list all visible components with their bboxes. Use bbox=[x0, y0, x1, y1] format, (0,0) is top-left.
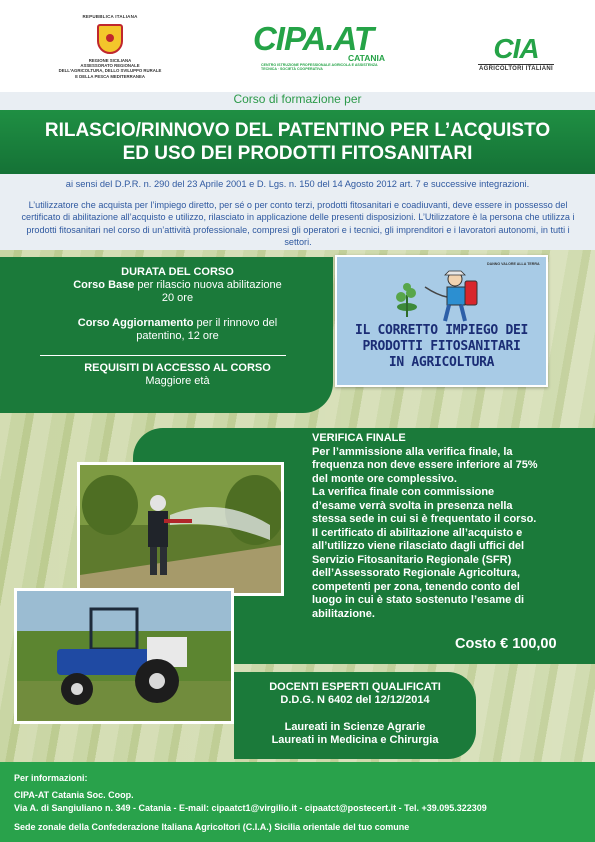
footer bbox=[0, 762, 595, 842]
title-line: ED USO DEI PRODOTTI FITOSANITARI bbox=[122, 143, 473, 164]
cipa-tagline: CENTRO ISTRUZIONE PROFESSIONALE AGRICOLA E ASSISTENZA TECNICA · SOCIETÀ COOPERATIVA bbox=[261, 63, 378, 71]
title-line: RILASCIO/RINNOVO DEL PATENTINO PER L’ACQUISTO bbox=[44, 120, 551, 141]
verifica-line: Per l’ammissione alla verifica finale, la bbox=[312, 445, 513, 458]
poster-caption-line: PRODOTTI FITOSANITARI bbox=[362, 339, 521, 354]
sicilia-line: DELL'AGRICOLTURA, DELLO SVILUPPO RURALE bbox=[58, 68, 162, 74]
divider bbox=[40, 355, 286, 356]
title-band bbox=[0, 110, 595, 174]
docenti-laurea: Laureati in Medicina e Chirurgia bbox=[271, 734, 439, 746]
poster-image bbox=[335, 255, 548, 387]
durata-panel bbox=[0, 257, 333, 413]
verifica-line: abilitazione. bbox=[312, 607, 375, 620]
cia-wordmark: CIA bbox=[493, 33, 539, 64]
footer-address: Via A. di Sangiuliano n. 349 - Catania - E-mail: cipaatct1@virgilio.it - cipaatct@postecert.it - Tel. +39.095.322309 bbox=[14, 803, 487, 813]
requisiti-heading: REQUISITI DI ACCESSO AL CORSO bbox=[84, 362, 271, 374]
sprayer-photo-icon bbox=[80, 465, 281, 593]
verifica-line: Il certificato di abilitazione all’acquisto e bbox=[312, 526, 523, 539]
docenti-laurea: Laureati in Scienze Agrarie bbox=[284, 721, 426, 733]
corso-base-hours: 20 ore bbox=[161, 292, 194, 304]
verifica-line: all’utilizzo viene rilasciato dagli uffici del bbox=[312, 540, 525, 552]
docenti-heading: DOCENTI ESPERTI QUALIFICATI bbox=[269, 681, 441, 693]
footer-sede: Sede zonale della Confederazione Italiana Agricoltori (C.I.A.) Sicilia orientale del tuo comune bbox=[14, 822, 410, 832]
definition-paragraph: L’utilizzatore che acquista per l’impiego diretto, per sé o per conto terzi, prodotti fitosanitari e coadiuvanti, deve essere in possesso del certificato di abilitazione all’acquisto e utilizzo, rilasciato in applicazione delle presenti disposizioni. L’Utilizzatore è la persona che utilizza i prodotti fitosanitari nel corso di un’attività professionale, compresi gli operatori e i tecnici, gli imprenditori e i lavoratori autonomi, in tutti i settori. bbox=[21, 200, 575, 248]
durata-heading: DURATA DEL CORSO bbox=[121, 266, 234, 278]
verifica-line: frequenza non deve essere inferiore al 75% bbox=[312, 459, 538, 471]
header bbox=[0, 0, 595, 92]
cia-logo bbox=[478, 33, 554, 72]
footer-org: CIPA-AT Catania Soc. Coop. bbox=[14, 790, 134, 800]
sicilia-logo-title: REPUBBLICA ITALIANA bbox=[82, 14, 138, 19]
verifica-line: La verifica finale con commissione bbox=[312, 486, 495, 498]
corso-aggiornamento-text2: patentino, 12 ore bbox=[136, 330, 219, 342]
sicilia-line: E DELLA PESCA MEDITERRANEA bbox=[75, 73, 145, 79]
verifica-line: stessa sede in cui si è frequentato il corso. bbox=[312, 513, 537, 525]
legal-reference: ai sensi del D.P.R. n. 290 del 23 Aprile 2001 e D. Lgs. n. 150 del 14 Agosto 2012 art. 7 e successive integrazioni. bbox=[65, 179, 530, 189]
verifica-text bbox=[312, 432, 587, 621]
corso-aggiornamento-line bbox=[40, 317, 315, 330]
verifica-line: Servizio Fitosanitario Regionale (SFR) bbox=[312, 553, 512, 566]
cipa-wordmark: CIPA.AT bbox=[252, 20, 374, 57]
verifica-line: del monte ore complessivo. bbox=[312, 472, 457, 485]
docenti-ddg: D.D.G. N 6402 del 12/12/2014 bbox=[280, 694, 430, 706]
verifica-line: d’esame verrà svolta in presenza nella bbox=[312, 499, 513, 512]
cipa-city: CATANIA bbox=[348, 53, 385, 63]
poster-caption bbox=[337, 323, 546, 371]
corso-base-text: per rilascio nuova abilitazione bbox=[134, 279, 282, 291]
poster-caption-line: IL CORRETTO IMPIEGO DEI bbox=[354, 323, 529, 338]
cia-subtitle: AGRICOLTORI ITALIANI bbox=[479, 66, 553, 72]
corso-aggiornamento-text: per il rinnovo del bbox=[193, 317, 278, 329]
verifica-line: competenti per zona, tenendo conto del bbox=[312, 580, 520, 593]
verifica-line: dell’Assessorato Regionale Agricoltura, bbox=[312, 567, 521, 579]
course-intro: Corso di formazione per bbox=[233, 92, 362, 106]
requisiti-text: Maggiore età bbox=[145, 375, 210, 387]
farmer-spraying-illustration-icon bbox=[385, 267, 505, 323]
sicilia-line: ASSESSORATO REGIONALE bbox=[80, 63, 140, 69]
sicilia-line: REGIONE SICILIANA bbox=[88, 58, 132, 63]
corso-base-line bbox=[40, 279, 315, 292]
docenti-panel bbox=[234, 672, 476, 759]
corso-base-label: Corso Base bbox=[73, 279, 135, 291]
cipa-at-logo bbox=[233, 22, 393, 71]
corso-aggiornamento-label: Corso Aggiornamento bbox=[77, 317, 194, 329]
verifica-heading: VERIFICA FINALE bbox=[312, 432, 406, 444]
sicilia-coat-of-arms-icon bbox=[97, 24, 123, 54]
poster-small-label: DANNO VALORE ALLA TERRA bbox=[487, 262, 540, 266]
tractor-photo-icon bbox=[17, 591, 231, 721]
footer-info-heading: Per informazioni: bbox=[14, 773, 88, 783]
regione-sicilia-logo bbox=[40, 14, 180, 79]
course-price: Costo € 100,00 bbox=[455, 636, 557, 652]
verifica-line: luogo in cui è stato sostenuto l’esame di bbox=[312, 594, 525, 606]
photo-operator-spraying bbox=[77, 462, 284, 596]
poster-caption-line: IN AGRICOLTURA bbox=[388, 355, 495, 370]
sicilia-logo-text bbox=[40, 58, 180, 79]
photo-tractor bbox=[14, 588, 234, 724]
